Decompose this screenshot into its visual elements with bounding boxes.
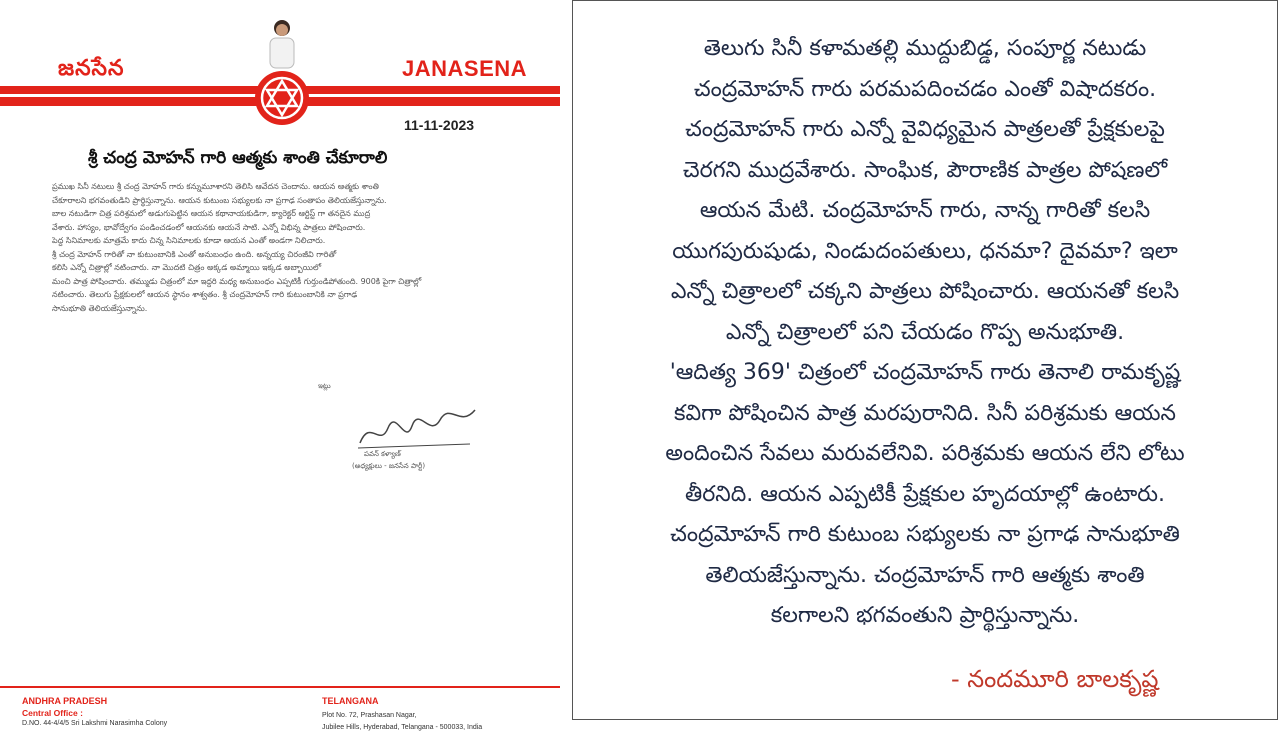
letter-date: 11-11-2023	[404, 117, 475, 133]
body-line: సానుభూతి తెలియజేస్తున్నాను.	[52, 303, 148, 313]
note-line: ఆయన మేటి. చంద్రమోహన్ గారు, నాన్న గారితో కలసి	[699, 198, 1151, 223]
body-line: నటించారు. తెలుగు ప్రేక్షకులలో ఆయన స్థానం శాశ్వతం. శ్రీ చంద్రమోహన్ గారి కుటుంబానికి నా ప్రగాఢ	[52, 290, 358, 299]
red-star-emblem-icon	[254, 70, 310, 126]
logo-english: JANASENA	[402, 56, 528, 81]
footer-tg-title: TELANGANA	[322, 696, 379, 706]
note-line: ఎన్నో చిత్రాలలో చక్కని పాత్రలు పోషించారు. ఆయనతో కలసి	[670, 279, 1180, 304]
note-line: చంద్రమోహన్ గారు ఎన్నో వైవిధ్యమైన పాత్రలతో ప్రేక్షకులపై	[685, 117, 1165, 142]
body-line: వేశారు. హాస్యం, భావోద్వేగం పండించడంలో ఆయనకు ఆయనే సాటి. ఎన్నో విభిన్న పాత్రలు పోషించారు.	[52, 222, 366, 232]
handwritten-note	[572, 0, 1278, 720]
footer-ap-office: Central Office :	[22, 708, 83, 718]
note-line: తీరనిది. ఆయన ఎప్పటికీ ప్రేక్షకుల హృదయాల్లో ఉంటారు.	[685, 481, 1165, 507]
body-line: పెద్ద సినిమాలకు మాత్రమే కాదు చిన్న సినిమాలకు కూడా ఆయన ఎంతో అండగా నిలిచారు.	[52, 236, 326, 245]
handwritten-signature	[350, 398, 480, 458]
body-line: చేకూరాలని భగవంతుడిని ప్రార్థిస్తున్నాను. ఆయన కుటుంబ సభ్యులకు నా ప్రగాఢ సంతాపం తెలియజేస్తున్నాను.	[52, 195, 387, 205]
note-line: 'ఆదిత్య 369' చిత్రంలో చంద్రమోహన్ గారు తెనాలి రామకృష్ణ	[669, 360, 1181, 385]
letter-body	[52, 180, 522, 315]
leader-portrait-icon	[262, 16, 302, 74]
signoff-label: ఇట్లు	[318, 382, 331, 390]
body-line: బాల నటుడిగా చిత్ర పరిశ్రమలో అడుగుపెట్టిన ఆయన కథానాయకుడిగా, క్యారెక్టర్ ఆర్టిస్ట్ గా తనదైన ముద్ర	[52, 209, 371, 218]
note-body	[573, 29, 1277, 637]
footer-tg-address-1: Plot No. 72, Prashasan Nagar,	[322, 712, 417, 719]
panel-divider	[564, 0, 572, 731]
note-line: ఎన్నో చిత్రాలలో పని చేయడం గొప్ప అనుభూతి.	[725, 319, 1125, 345]
letter-title: శ్రీ చంద్ర మోహన్ గారి ఆత్మకు శాంతి చేకూరాలి	[88, 148, 388, 168]
signatory-name: పవన్ కళ్యాణ్	[364, 450, 401, 458]
body-line: ప్రముఖ సినీ నటులు శ్రీ చంద్ర మోహన్ గారు కన్నుమూశారని తెలిసి ఆవేదన చెందాను. ఆయన ఆత్మకు శాంతి	[52, 182, 379, 191]
logo-telugu: జనసేన	[58, 56, 125, 81]
janasena-letterhead	[0, 0, 562, 731]
note-line: చంద్రమోహన్ గారు పరమపదించడం ఎంతో విషాదకరం.	[693, 76, 1157, 102]
note-line: అందించిన సేవలు మరువలేనివి. పరిశ్రమకు ఆయన లేని లోటు	[665, 441, 1185, 466]
note-line: కవిగా పోషించిన పాత్ర మరపురానిది. సినీ పరిశ్రమకు ఆయన	[674, 400, 1176, 426]
body-line: శ్రీ చంద్ర మోహన్ గారితో నా కుటుంబానికి ఎంతో అనుబంధం ఉంది. అన్నయ్య చిరంజీవి గారితో	[52, 249, 337, 259]
note-line: తెలియజేస్తున్నాను. చంద్రమోహన్ గారి ఆత్మకు శాంతి	[705, 562, 1145, 588]
signatory-role: (అధ్యక్షులు - జనసేన పార్టీ)	[352, 462, 426, 470]
body-line: మంచి పాత్ర పోషించారు. తమ్ముడు చిత్రంలో మా ఇద్దరి మధ్య అనుబంధం ఎప్పటికీ గుర్తుండిపోతుంది. 900కి పైగా చిత్రాల్లో	[52, 276, 422, 286]
note-line: చెరగని ముద్రవేశారు. సాంఘిక, పౌరాణిక పాత్రల పోషణలో	[682, 157, 1168, 183]
footer-ap-address: D.NO. 44-4/4/5 Sri Lakshmi Narasimha Colony	[22, 720, 168, 727]
footer-ap-title: ANDHRA PRADESH	[22, 696, 108, 706]
note-line: యుగపురుషుడు, నిండుదంపతులు, ధనమా? దైవమా? ఇలా	[672, 238, 1178, 264]
note-line: చంద్రమోహన్ గారి కుటుంబ సభ్యులకు నా ప్రగాఢ సానుభూతి	[670, 522, 1180, 547]
note-line: కలగాలని భగవంతుని ప్రార్థిస్తున్నాను.	[770, 603, 1080, 628]
footer-divider	[0, 686, 560, 688]
footer-tg-address-2: Jubilee Hills, Hyderabad, Telangana - 500033, India	[322, 724, 483, 731]
note-line: తెలుగు సినీ కళామతల్లి ముద్దుబిడ్డ, సంపూర్ణ నటుడు	[703, 36, 1147, 61]
note-signature: - నందమూరి బాలకృష్ణ	[951, 665, 1159, 693]
body-line: కలిసి ఎన్నో చిత్రాల్లో నటించారు. నా మొదటి చిత్రం అక్కడ అమ్మాయి ఇక్కడ అబ్బాయిలో	[52, 263, 322, 272]
